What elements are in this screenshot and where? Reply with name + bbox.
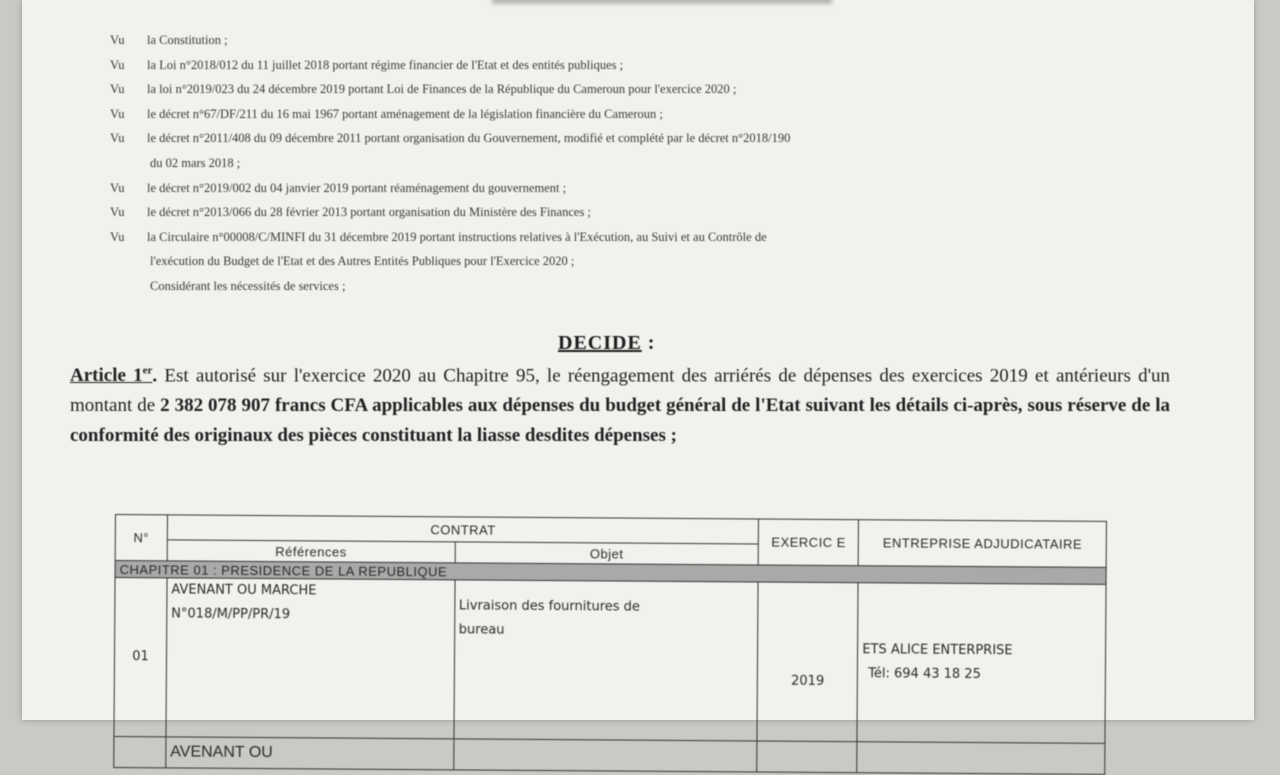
article-amount: 2 382 078 907 francs CFA bbox=[160, 395, 368, 417]
decide-heading: DECIDE : bbox=[558, 332, 656, 354]
article-1: Article 1er. Est autorisé sur l'exercice 2020 au Chapitre 95, le réengagement des arriérés de dépenses des exercices 2019 et antérieurs d'un montant de 2 382 078 907 francs CFA applicables aux dépenses du budget général de l'Etat suivant les détails ci-après, sous réserve de la conformité des originaux des pièces constituant la liasse desdites dépenses ; bbox=[70, 365, 1171, 447]
arrears-table-wrapper bbox=[113, 514, 1107, 762]
row-number: 01 bbox=[114, 578, 167, 737]
document-page bbox=[22, 0, 1254, 762]
visa-line: Vu la Circulaire n°00008/C/MINFI du 31 décembre 2019 portant instructions relatives à l'Exécution, au Suivi et au Contrôle de bbox=[110, 229, 767, 244]
article-heading: Article 1er bbox=[70, 365, 153, 387]
arrears-table bbox=[113, 514, 1107, 775]
visa-line: Vu le décret n°2013/066 du 28 février 2013 portant organisation du Ministère des Finances ; bbox=[110, 205, 591, 220]
row-entreprise: ETS ALICE ENTERPRISE Tél: 694 43 18 25 bbox=[857, 583, 1106, 744]
row-reference-partial: AVENANT OU bbox=[166, 737, 454, 770]
visa-line: Vu la Constitution ; bbox=[110, 33, 228, 47]
header-contrat: CONTRAT bbox=[167, 515, 759, 544]
visa-line: Vu la Loi n°2018/012 du 11 juillet 2018 portant régime financier de l'Etat et des entités publiques ; bbox=[110, 57, 624, 72]
header-number: N° bbox=[115, 515, 167, 561]
row-objet: Livraison des fournitures de bureau bbox=[453, 580, 758, 741]
visa-line: Vu la loi n°2019/023 du 24 décembre 2019 portant Loi de Finances de la République du Cameroun pour l'exercice 2020 ; bbox=[110, 82, 737, 97]
header-objet: Objet bbox=[455, 542, 759, 565]
visa-line-continuation: Considérant les nécessités de services ; bbox=[150, 278, 346, 293]
chapter-label: CHAPITRE 01 : PRESIDENCE DE LA REPUBLIQUE bbox=[115, 561, 1106, 585]
row-reference: AVENANT OU MARCHE N°018/M/PP/PR/19 bbox=[166, 578, 455, 739]
visa-line: Vu le décret n°2019/002 du 04 janvier 2019 portant réaménagement du gouvernement ; bbox=[110, 180, 567, 195]
table-row-partial bbox=[114, 736, 1105, 774]
visa-line: Vu le décret n°67/DF/211 du 16 mai 1967 portant aménagement de la législation financière du Cameroun ; bbox=[110, 106, 663, 121]
visa-line-continuation: du 02 mars 2018 ; bbox=[150, 155, 241, 170]
header-entreprise: ENTREPRISE ADJUDICATAIRE bbox=[858, 520, 1106, 568]
visa-line-continuation: l'exécution du Budget de l'Etat et des Autres Entités Publiques pour l'Exercice 2020 ; bbox=[150, 254, 575, 269]
row-exercice: 2019 bbox=[757, 582, 858, 742]
visa-line: Vu le décret n°2011/408 du 09 décembre 2011 portant organisation du Gouvernement, modifié et complété par le décret n°2018/190 bbox=[110, 131, 791, 146]
table-row bbox=[114, 578, 1106, 744]
header-references: Références bbox=[167, 540, 455, 563]
header-exercice: EXERCIC E bbox=[759, 519, 859, 566]
visa-list bbox=[110, 28, 1120, 299]
header-remnant bbox=[492, 0, 832, 4]
